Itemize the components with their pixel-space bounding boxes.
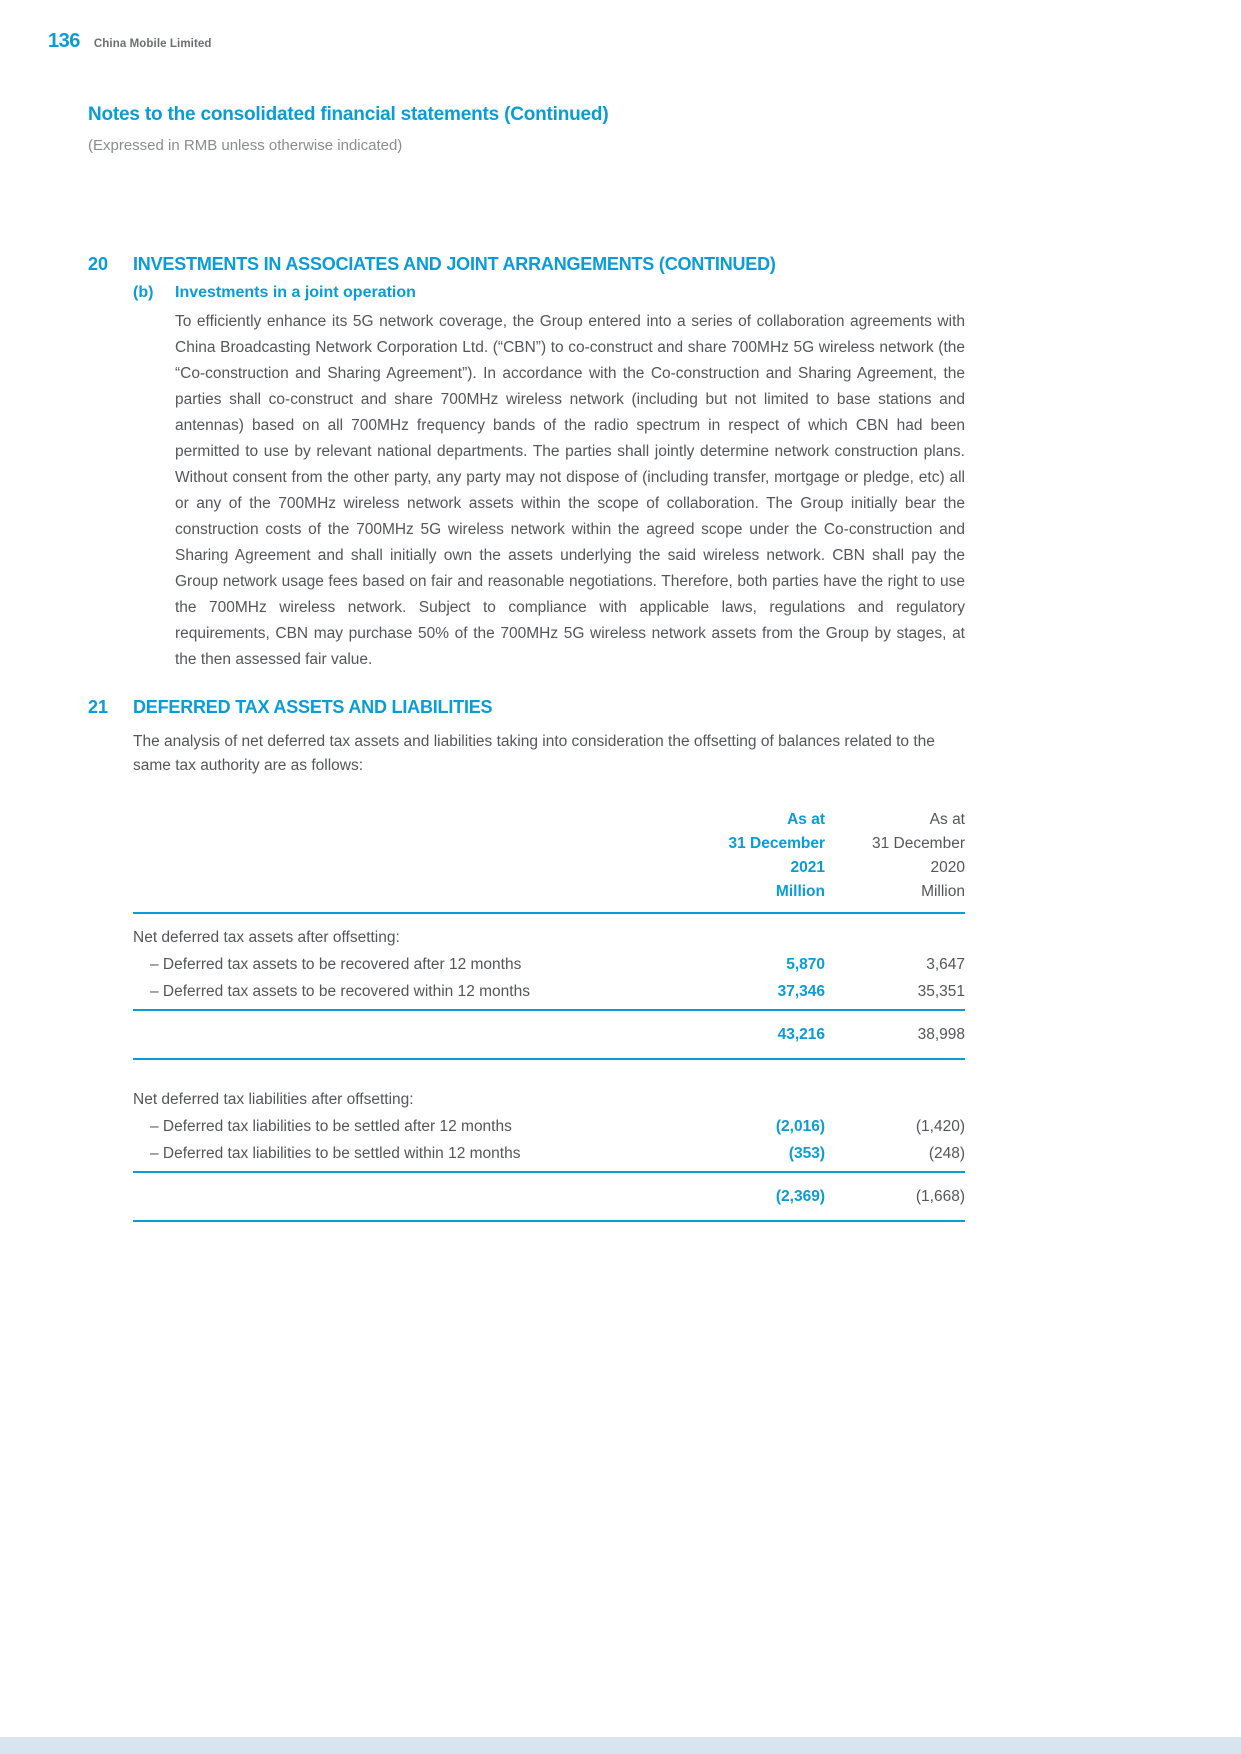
table-row (133, 978, 965, 1005)
deferred-tax-table (133, 808, 965, 1222)
table-row (133, 1113, 965, 1140)
row-label: – Deferred tax liabilities to be settled within 12 months (150, 1145, 521, 1162)
row-value-2020: (248) (928, 1145, 965, 1162)
row-value-2021: 5,870 (786, 956, 825, 973)
company-name: China Mobile Limited (93, 38, 212, 50)
header-2020-line2: 31 December (871, 835, 965, 852)
page-content (88, 104, 965, 1222)
row-value-2020: 35,351 (917, 983, 965, 1000)
document-title: Notes to the consolidated financial statements (Continued) (88, 104, 609, 125)
table-row (133, 1086, 965, 1113)
header-2021-line1: As at (787, 811, 825, 828)
table-header-row (133, 808, 965, 904)
section-21 (88, 697, 965, 1222)
row-label: Net deferred tax liabilities after offsetting: (133, 1091, 414, 1108)
row-value-2020: 3,647 (926, 956, 965, 973)
section-21-intro: The analysis of net deferred tax assets and liabilities taking into consideration the offsetting of balances related to the same tax authority are as follows: (133, 733, 935, 774)
document-subtitle: (Expressed in RMB unless otherwise indicated) (88, 137, 403, 154)
table-header-2020 (825, 808, 965, 904)
table-header-2021 (635, 808, 825, 904)
section-20-heading: INVESTMENTS IN ASSOCIATES AND JOINT ARRANGEMENTS (CONTINUED) (133, 254, 776, 274)
row-value-2020: (1,668) (915, 1188, 965, 1205)
table-header-spacer (133, 808, 635, 904)
header-2021-line2: 31 December (728, 835, 825, 852)
row-value-2021: (2,016) (775, 1118, 825, 1135)
row-label: – Deferred tax assets to be recovered within 12 months (150, 983, 530, 1000)
header-2020-line1: As at (929, 811, 965, 828)
header-2021-line3: 2021 (790, 859, 825, 876)
row-value-2021: 43,216 (777, 1026, 825, 1043)
section-20b-heading-row (88, 284, 965, 302)
table-rule (133, 1220, 965, 1222)
row-label: Net deferred tax assets after offsetting: (133, 929, 400, 946)
table-total-row (133, 1011, 965, 1058)
table-spacer (133, 1060, 965, 1086)
section-21-heading-row (88, 697, 965, 718)
page-number: 136 (48, 30, 80, 52)
page-header (48, 30, 212, 53)
table-row (133, 1140, 965, 1167)
table-row (133, 924, 965, 951)
row-value-2021: 37,346 (777, 983, 825, 1000)
row-label: – Deferred tax liabilities to be settled after 12 months (150, 1118, 512, 1135)
row-label: – Deferred tax assets to be recovered after 12 months (150, 956, 522, 973)
table-total-row (133, 1173, 965, 1220)
section-21-number: 21 (88, 697, 109, 717)
header-2020-line3: 2020 (930, 859, 965, 876)
section-20b-paragraph: To efficiently enhance its 5G network coverage, the Group entered into a series of collaboration agreements with China Broadcasting Network Corporation Ltd. (“CBN”) to co-construct and share 700MHz 5G wireless network (the “Co-construction and Sharing Agreement”). In accordance with the Co-construction and Sharing Agreement, the parties shall co-construct and share 700MHz wireless network (including but not limited to base stations and antennas) based on all 700MHz frequency bands of the radio spectrum in respect of which CBN had been permitted to use by relevant national departments. The parties shall jointly determine network construction plans. Without consent from the other party, any party may not dispose of (including transfer, mortgage or pledge, etc) all or any of the 700MHz wireless network assets within the scope of collaboration. The Group initially bear the construction costs of the 700MHz 5G wireless network within the agreed scope under the Co-construction and Sharing Agreement and shall initially own the assets underlying the said wireless network. CBN shall pay the Group network usage fees based on fair and reasonable negotiations. Therefore, both parties have the right to use the 700MHz wireless network. Subject to compliance with applicable laws, regulations and regulatory requirements, CBN may purchase 50% of the 700MHz 5G wireless network assets from the Group by stages, at the then assessed fair value. (175, 313, 965, 668)
header-2021-line4: Million (775, 883, 825, 900)
section-20b-heading: Investments in a joint operation (175, 284, 416, 301)
footer-decoration (0, 1737, 1241, 1754)
table-row (133, 951, 965, 978)
header-2020-line4: Million (921, 883, 965, 900)
table-rule (133, 912, 965, 914)
section-20b-label: (b) (133, 284, 154, 301)
section-20-number: 20 (88, 254, 109, 274)
row-value-2020: 38,998 (917, 1026, 965, 1043)
section-20-heading-row (88, 254, 965, 275)
row-value-2020: (1,420) (915, 1118, 965, 1135)
section-20 (88, 254, 965, 673)
row-value-2021: (2,369) (775, 1188, 825, 1205)
section-21-heading: DEFERRED TAX ASSETS AND LIABILITIES (133, 697, 493, 717)
row-value-2021: (353) (788, 1145, 825, 1162)
